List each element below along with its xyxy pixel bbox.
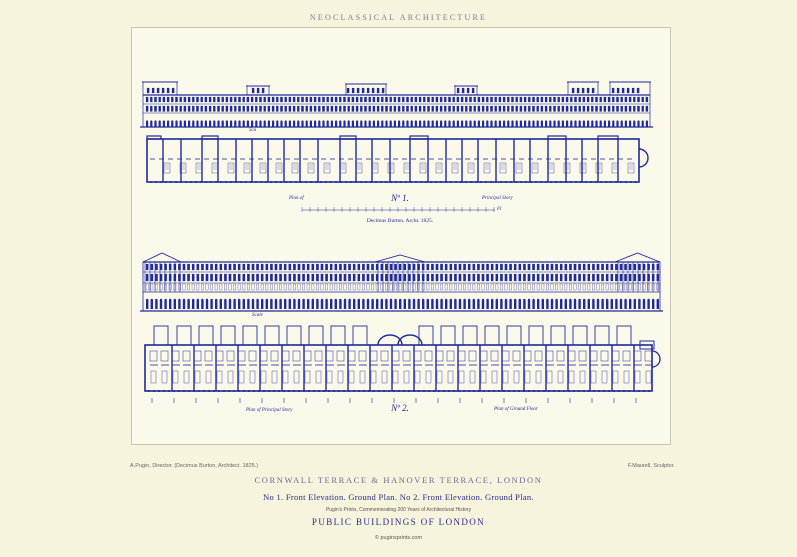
svg-text:·: · bbox=[470, 203, 471, 207]
svg-text:·: · bbox=[430, 203, 431, 207]
elevation2-label: Scale bbox=[252, 313, 263, 318]
svg-text:·: · bbox=[358, 203, 359, 207]
svg-text:·: · bbox=[350, 203, 351, 207]
figure2-title: Nº 2. bbox=[391, 403, 409, 413]
credit-right: F.Maurell, Sculptor. bbox=[628, 463, 675, 469]
scale-bar-1 bbox=[302, 203, 495, 212]
series-title: PUBLIC BUILDINGS OF LONDON bbox=[311, 517, 486, 527]
svg-text:·: · bbox=[398, 203, 399, 207]
svg-text:·: · bbox=[446, 203, 447, 207]
svg-text:·: · bbox=[318, 203, 319, 207]
svg-text:·: · bbox=[406, 203, 407, 207]
svg-text:·: · bbox=[486, 203, 487, 207]
credit-left: A.Pugin, Director. (Decimus Burton, Architect. 1825.) bbox=[130, 463, 259, 469]
elevation-1 bbox=[140, 82, 653, 127]
print-subtitle: No 1. Front Elevation. Ground Plan. No 2. Front Elevation. Ground Plan. bbox=[263, 492, 534, 502]
svg-text:·: · bbox=[366, 203, 367, 207]
svg-text:·: · bbox=[478, 203, 479, 207]
figure2-caption-right: Plan of Ground Floor bbox=[494, 407, 538, 412]
tagline: Pugin's Prints, Commemorating 200 Years of Architectural History bbox=[325, 507, 472, 513]
architect-credit: Decimus Burton. Archt. 1825. bbox=[366, 218, 434, 224]
plan-2 bbox=[145, 326, 660, 403]
elevation-2 bbox=[140, 253, 663, 311]
svg-text:·: · bbox=[390, 203, 391, 207]
svg-text:·: · bbox=[494, 203, 495, 207]
svg-text:·: · bbox=[422, 203, 423, 207]
header-title: NEOCLASSICAL ARCHITECTURE bbox=[309, 13, 488, 22]
svg-text:·: · bbox=[462, 203, 463, 207]
elevation1-label: Sca bbox=[249, 128, 257, 133]
svg-text:·: · bbox=[334, 203, 335, 207]
svg-text:·: · bbox=[414, 203, 415, 207]
figure1-plan-caption: Plan of bbox=[289, 196, 304, 201]
figure2-caption-left: Plan of Principal Story bbox=[246, 408, 293, 413]
figure1-title: Nº 1. bbox=[391, 193, 409, 203]
print-title: CORNWALL TERRACE & HANOVER TERRACE, LONDON bbox=[254, 475, 543, 485]
svg-text:·: · bbox=[374, 203, 375, 207]
svg-text:·: · bbox=[326, 203, 327, 207]
svg-text:·: · bbox=[310, 203, 311, 207]
svg-text:·: · bbox=[382, 203, 383, 207]
svg-text:·: · bbox=[438, 203, 439, 207]
svg-text:·: · bbox=[342, 203, 343, 207]
svg-text:·: · bbox=[454, 203, 455, 207]
plan-1 bbox=[147, 136, 648, 182]
svg-text:·: · bbox=[302, 203, 303, 207]
figure1-floor-caption: Principal Story bbox=[482, 196, 513, 201]
scale1-end-label: Ft bbox=[497, 207, 502, 212]
site-credit: © puginsprints.com bbox=[374, 535, 423, 541]
